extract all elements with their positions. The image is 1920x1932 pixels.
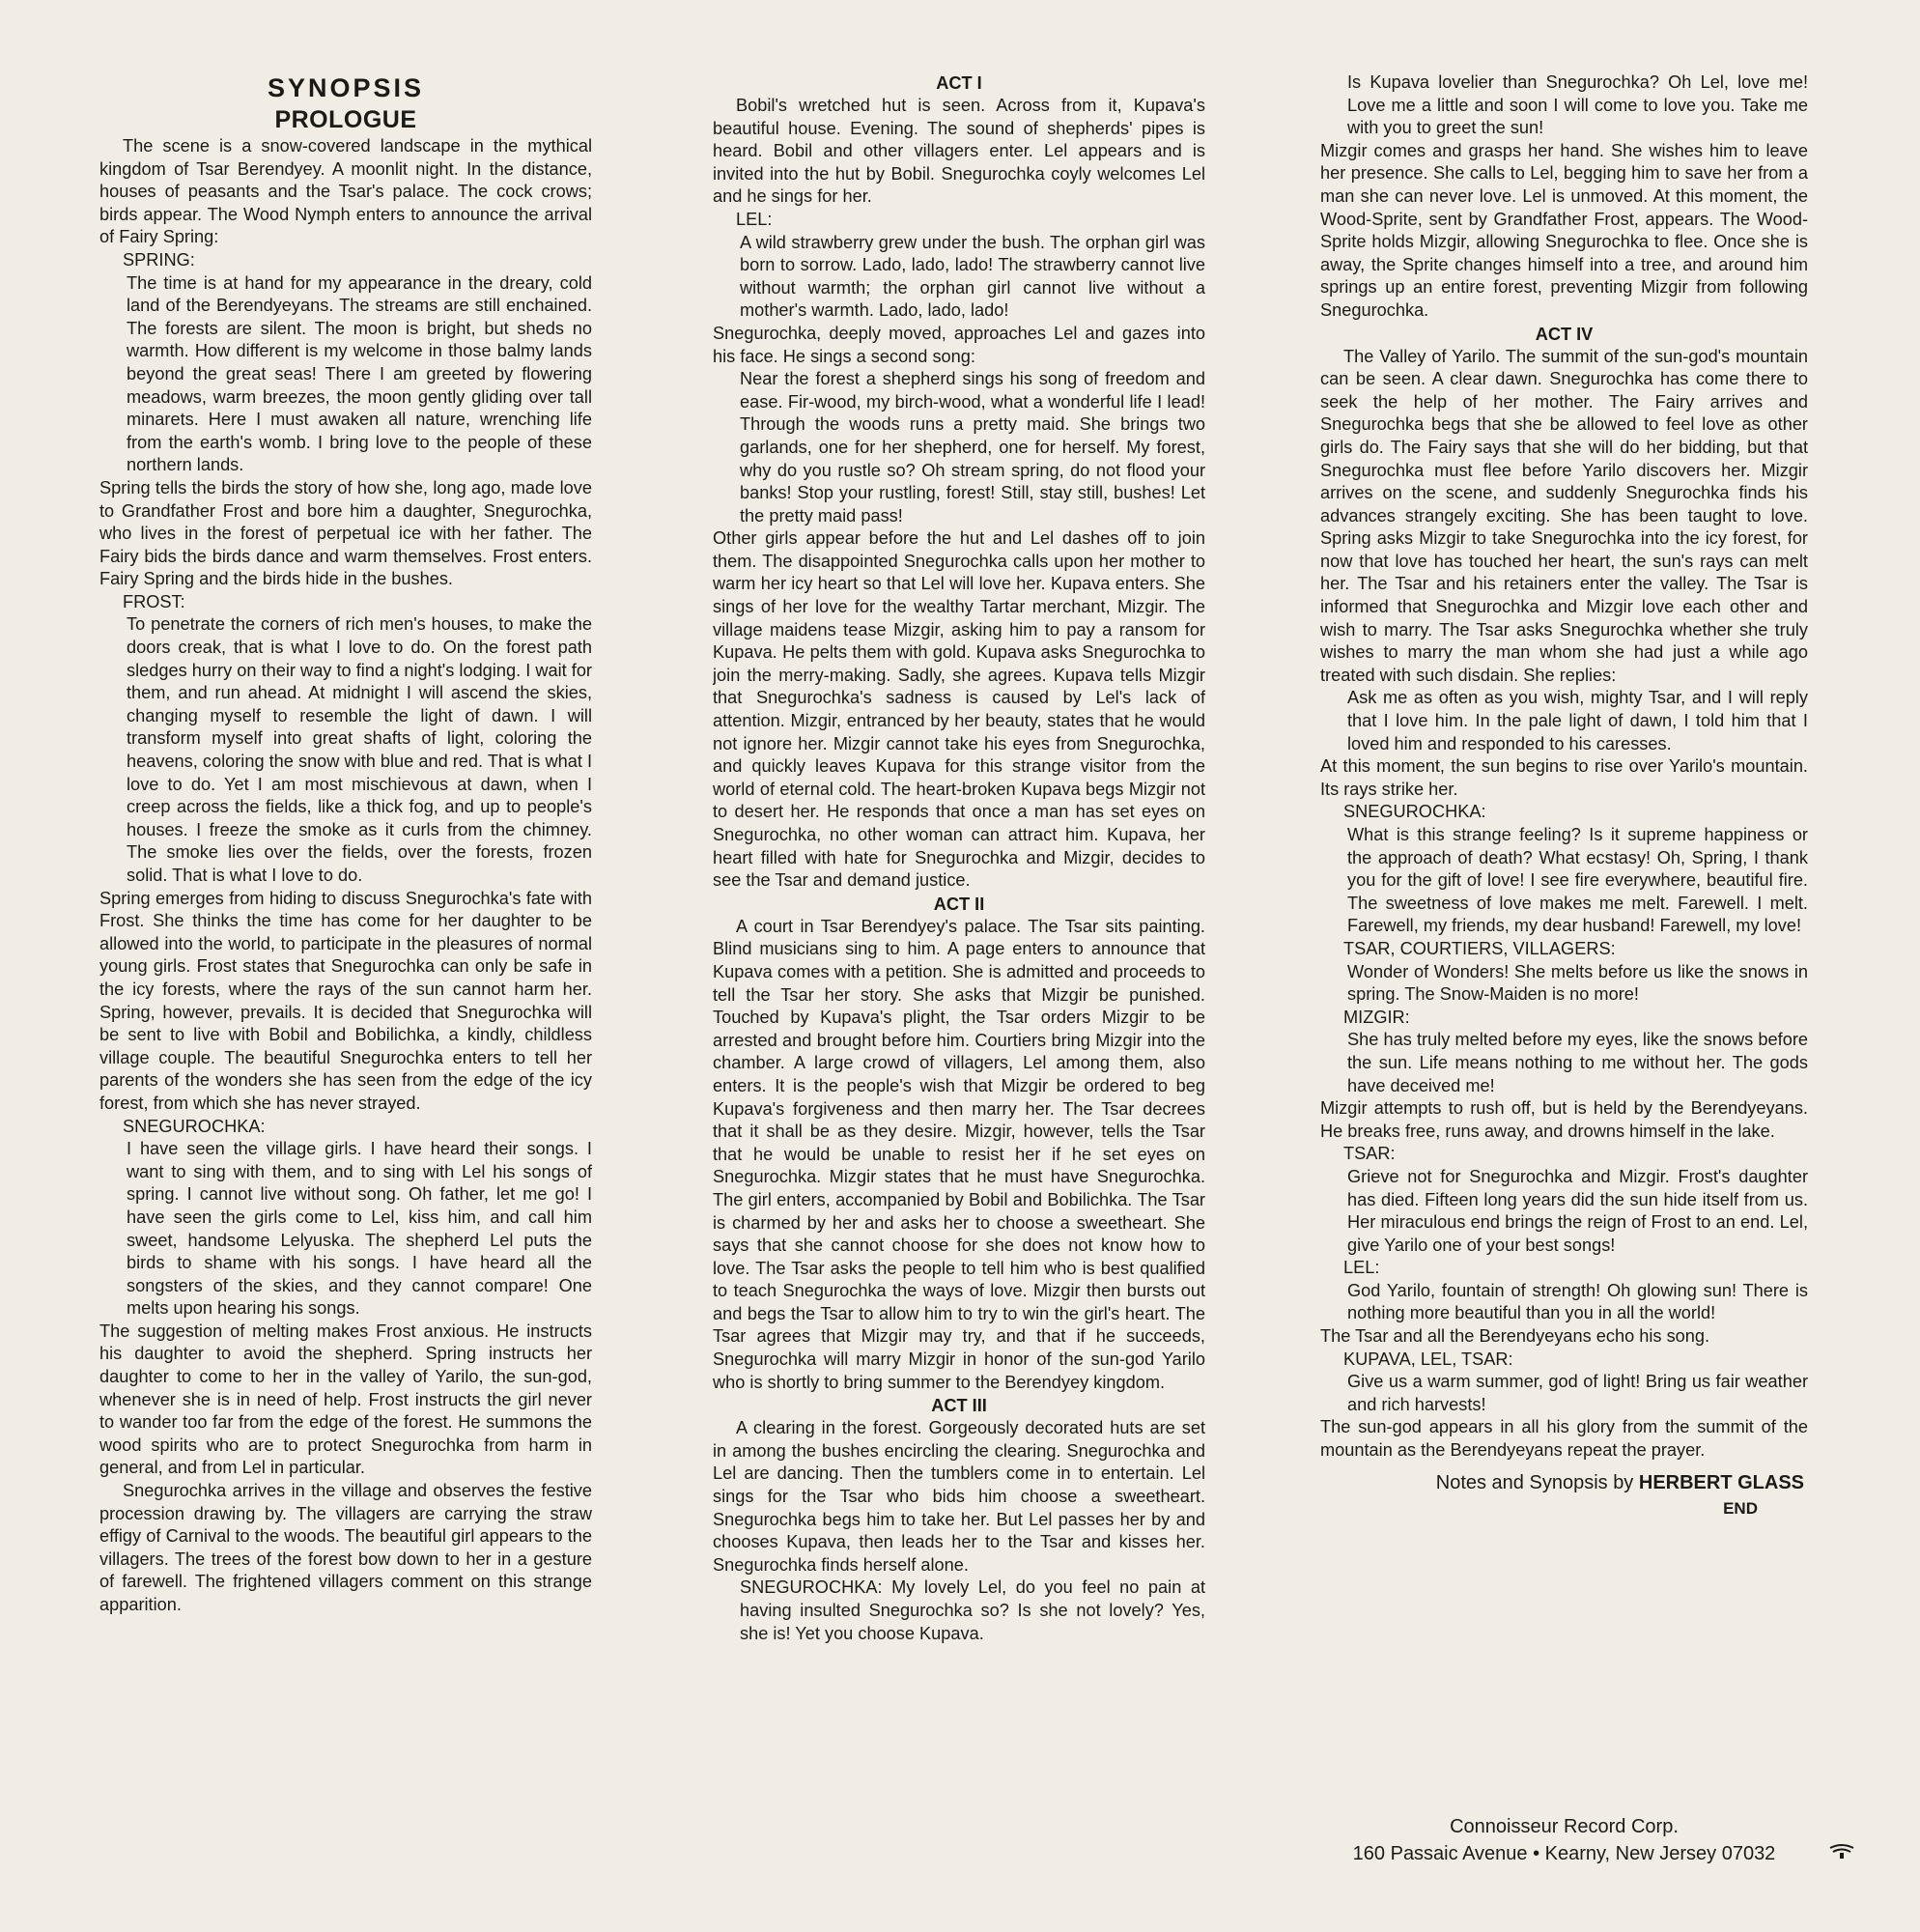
speaker-label: LEL:: [736, 209, 773, 229]
speaker-label: MIZGIR:: [1343, 1007, 1410, 1027]
synopsis-title: SYNOPSIS: [267, 73, 425, 102]
act-3-heading: ACT III: [931, 1396, 987, 1416]
act-3-body-col3: [1320, 71, 1808, 323]
act-2-body: [713, 916, 1205, 1394]
paragraph: Spring emerges from hiding to discuss Snegurochka's fate with Frost. She thinks the time has come for her daughter to be allowed into the world, to participate in the pleasures of normal young girls. Frost states that Snegurochka can only be safe in the icy forests, where the rays of the sun cannot harm her. Spring, however, prevails. It is decided that Snegurochka will be sent to live with Bobil and Bobilichka, a kindly, childless village couple. The beautiful Snegurochka enters to tell her parents of the wonders she has seen from the edge of the icy forest, from which she has never strayed.: [99, 888, 592, 1113]
speaker-label: KUPAVA, LEL, TSAR:: [1343, 1349, 1513, 1369]
sung-text: To penetrate the corners of rich men's houses, to make the doors creak, that is what I love to do. On the forest path sledges hurry on their way to find a night's lodging. I wait for them, and run ahead. At midnight I will ascend the skies, changing myself to resemble the light of dawn. I will transform myself into great shafts of light, coloring the heavens, coloring the snow with blue and red. That is what I love to do. Yet I am most mischievous at dawn, when I creep across the fields, like a thick fog, and up to people's houses. I freeze the smoke as it curls from the chimney. The smoke lies over the fields, over the forests, frozen solid. That is what I love to do.: [127, 614, 592, 885]
sung-text: Give us a warm summer, god of light! Bring us fair weather and rich harvests!: [1347, 1372, 1808, 1414]
speaker-label: SPRING:: [123, 249, 195, 270]
act-1-heading: ACT I: [936, 73, 982, 93]
publisher-address: 160 Passaic Avenue • Kearny, New Jersey 07032: [1352, 1843, 1776, 1864]
column-2: [713, 71, 1205, 1645]
speaker-label: TSAR:: [1343, 1144, 1396, 1164]
act-2-heading: ACT II: [933, 894, 985, 914]
credit-author: HERBERT GLASS: [1638, 1471, 1804, 1493]
paragraph: A clearing in the forest. Gorgeously decorated huts are set in among the bushes encircling the clearing. Snegurochka and Lel are dancing. Then the tumblers come in to entertain. Lel sings for the Tsar who bids him choose a sweetheart. Snegurochka begs him to take her. But Lel passes her by and chooses Kupava, then leads her to the Tsar and kisses her. Snegurochka finds herself alone.: [713, 1418, 1205, 1575]
sung-text: What is this strange feeling? Is it supreme happiness or the approach of death? What ecstasy! Oh, Spring, I thank you for the gift of love! I see fire everywhere, beautiful fire. The sweetness of love makes me melt. Farewell. I melt. Farewell, my friends, my dear husband! Farewell, my love!: [1347, 825, 1808, 936]
sung-text: She has truly melted before my eyes, like the snows before the sun. Life means nothing to me without her. The gods have deceived me!: [1347, 1030, 1808, 1095]
paragraph: Snegurochka arrives in the village and observes the festive procession drawing by. The villagers are carrying the straw effigy of Carnival to the woods. The beautiful girl appears to the villagers. The trees of the forest bow down to her in a gesture of farewell. The frightened villagers comment on this strange apparition.: [99, 1481, 592, 1614]
speaker-label: SNEGUROCHKA:: [123, 1116, 266, 1136]
sung-text: Is Kupava lovelier than Snegurochka? Oh Lel, love me! Love me a little and soon I will come to love you. Take me with you to greet the sun!: [1347, 72, 1808, 138]
paragraph: A court in Tsar Berendyey's palace. The Tsar sits painting. Blind musicians sing to him. A page enters to announce that Kupava comes with a petition. She is admitted and proceeds to tell the Tsar her story. She asks that Mizgir be punished. Touched by Kupava's plight, the Tsar orders Mizgir to be arrested and brought before him. Courtiers bring Mizgir into the chamber. A large crowd of villagers, Lel among them, also enters. It is the people's wish that Mizgir be ordered to beg Kupava's forgiveness and then marry her. The Tsar decrees that it shall be as they desire. Mizgir, however, tells the Tsar that he would be unable to resist her if he set eyes on Snegurochka. Mizgir states that he must have Snegurochka. The girl enters, accompanied by Bobil and Bobilichka. The Tsar is charmed by her and asks her to choose a sweetheart. She says that she cannot choose for she does not know how to love. The Tsar asks the people to tell him who is best qualified to teach Snegurochka the ways of love. Mizgir then bursts out and begs the Tsar to allow him to try to win the girl's heart. The Tsar agrees that Mizgir may try, and that if he succeeds, Snegurochka will marry Mizgir in honor of the sun-god Yarilo who is shortly to bring summer to the Berendyey kingdom.: [713, 916, 1205, 1392]
paragraph: Mizgir attempts to rush off, but is held by the Berendyeyans. He breaks free, runs away, and drowns himself in the lake.: [1320, 1098, 1808, 1141]
paragraph: At this moment, the sun begins to rise over Yarilo's mountain. Its rays strike her.: [1320, 756, 1808, 799]
publisher-name: Connoisseur Record Corp.: [1450, 1816, 1679, 1837]
sung-text: I have seen the village girls. I have heard their songs. I want to sing with them, and to sing with Lel his songs of spring. I cannot live without song. Oh father, let me go! I have seen the girls come to Lel, kiss him, and call him sweet, handsome Lelyuska. The shepherd Lel puts the birds to shame with his songs. I have heard all the songsters of the skies, and they cannot compare! One melts upon hearing his songs.: [127, 1139, 592, 1319]
sung-text: Wonder of Wonders! She melts before us like the snows in spring. The Snow-Maiden is no more!: [1347, 961, 1808, 1005]
paragraph: The Valley of Yarilo. The summit of the sun-god's mountain can be seen. A clear dawn. Snegurochka has come there to seek the help of her mother. The Fairy arrives and Snegurochka begs that she be allowed to feel love as other girls do. The Fairy says that she will do her bidding, but that Snegurochka must flee before Yarilo discovers her. Mizgir arrives on the scene, and suddenly Snegurochka finds his advances strangely exciting. She has been taught to love. Spring asks Mizgir to take Snegurochka into the icy forest, for now that love has touched her heart, the sun's rays can melt her. The Tsar and his retainers enter the valley. The Tsar is informed that Snegurochka and Mizgir love each other and wish to marry. The Tsar asks Snegurochka whether she truly wishes to marry the man whom she had just a while ago treated with such disdain. She replies:: [1320, 346, 1808, 685]
act-4-body: [1320, 346, 1808, 1463]
column-3: [1320, 71, 1808, 1520]
paragraph: Mizgir comes and grasps her hand. She wishes him to leave her presence. She calls to Lel, begging him to save her from a man she can never love. Lel is unmoved. At this moment, the Wood-Sprite, sent by Grandfather Frost, appears. The Wood-Sprite holds Mizgir, allowing Snegurochka to flee. Once she is away, the Sprite changes himself into a tree, and around him springs up an entire forest, preventing Mizgir from following Snegurochka.: [1320, 140, 1808, 320]
paragraph: The scene is a snow-covered landscape in the mythical kingdom of Tsar Berendyey. A moonlit night. In the distance, houses of peasants and the Tsar's palace. The cock crows; birds appear. The Wood Nymph enters to announce the arrival of Fairy Spring:: [99, 136, 592, 247]
paragraph: Other girls appear before the hut and Lel dashes off to join them. The disappointed Snegurochka calls upon her mother to warm her icy heart so that Lel will love her. Kupava enters. She sings of her love for the wealthy Tartar merchant, Mizgir. The village maidens tease Mizgir, asking him to pay a ransom for Kupava. He pelts them with gold. Kupava asks Snegurochka to join the merry-making. Sadly, she agrees. Kupava tells Mizgir that Snegurochka's sadness is caused by Lel's lack of attention. Mizgir, entranced by her beauty, states that he would not ignore her. Mizgir cannot take his eyes from Snegurochka, and quickly leaves Kupava for this strange visitor from the world of eternal cold. The heart-broken Kupava begs Mizgir not to desert her. He responds that once a man has set eyes on Snegurochka, no other woman can attract him. Kupava, her heart filled with hate for Snegurochka and Mizgir, decides to see the Tsar and demand justice.: [713, 528, 1205, 891]
prologue-body: [99, 135, 592, 1617]
credit-line: [1320, 1470, 1808, 1495]
paragraph: The sun-god appears in all his glory from the summit of the mountain as the Berendyeyans repeat the prayer.: [1320, 1417, 1808, 1461]
speaker-label: SNEGUROCHKA:: [1343, 802, 1486, 822]
sung-text: Ask me as often as you wish, mighty Tsar, and I will reply that I love him. In the pale light of dawn, I told him that I loved him and responded to his caresses.: [1347, 688, 1808, 753]
sung-text: God Yarilo, fountain of strength! Oh glowing sun! There is nothing more beautiful than you in all the world!: [1347, 1280, 1808, 1323]
sung-text: Near the forest a shepherd sings his song of freedom and ease. Fir-wood, my birch-wood, what a wonderful life I lead! Through the woods runs a pretty maid. She brings two garlands, one for her shepherd, one for herself. My forest, why do you rustle so? Oh stream spring, do not flood your banks! Stop your rustling, forest! Still, stay still, bushes! Let the pretty maid pass!: [740, 369, 1205, 526]
sung-text: A wild strawberry grew under the bush. The orphan girl was born to sorrow. Lado, lado, lado! The strawberry cannot live without warmth; the orphan girl cannot live without a mother's warmth. Lado, lado, lado!: [740, 232, 1205, 321]
prologue-heading: PROLOGUE: [274, 106, 417, 133]
sung-text: SNEGUROCHKA: My lovely Lel, do you feel no pain at having insulted Snegurochka so? Is she not lovely? Yes, she is! Yet you choose Kupava.: [740, 1577, 1205, 1643]
act-4-heading: ACT IV: [1535, 324, 1594, 344]
credit-prefix: Notes and Synopsis by: [1435, 1471, 1634, 1493]
speaker-label: FROST:: [123, 591, 185, 611]
sung-text: The time is at hand for my appearance in the dreary, cold land of the Berendyeyans. The streams are still enchained. The forests are silent. The moon is bright, but sheds no warmth. How different is my welcome in those balmy lands beyond the great seas! There I am greeted by flowering meadows, warm breezes, the moon gently gliding over tall minarets. Here I must awaken all nature, wrenching life from the earth's womb. I bring love to the people of these northern lands.: [127, 272, 592, 475]
paragraph: The suggestion of melting makes Frost anxious. He instructs his daughter to avoid the shepherd. Spring instructs her daughter to come to her in the valley of Yarilo, the sun-god, whenever she is in need of help. Frost instructs the girl never to wander too far from the edge of the forest. He summons the wood spirits who are to protect Snegurochka from harm in general, and from Lel in particular.: [99, 1321, 592, 1478]
paragraph: Snegurochka, deeply moved, approaches Lel and gazes into his face. He sings a second song:: [713, 323, 1205, 366]
paragraph: Spring tells the birds the story of how she, long ago, made love to Grandfather Frost and bore him a daughter, Snegurochka, who lives in the forest of perpetual ice with her father. The Fairy bids the birds dance and warm themselves. Frost enters. Fairy Spring and the birds hide in the bushes.: [99, 477, 592, 589]
act-1-body: [713, 95, 1205, 893]
paragraph: The Tsar and all the Berendyeyans echo his song.: [1320, 1326, 1710, 1347]
column-1: [99, 71, 592, 1617]
end-marker: END: [1723, 1498, 1758, 1518]
act-3-body-col2: [713, 1417, 1205, 1645]
label-logo-icon: [1828, 1842, 1855, 1860]
paragraph: Bobil's wretched hut is seen. Across from it, Kupava's beautiful house. Evening. The sound of shepherds' pipes is heard. Bobil and other villagers enter. Lel appears and is invited into the hut by Bobil. Snegurochka coyly welcomes Lel and he sings for her.: [713, 96, 1205, 207]
speaker-label: LEL:: [1343, 1258, 1380, 1278]
speaker-label: TSAR, COURTIERS, VILLAGERS:: [1343, 938, 1616, 958]
sung-text: Grieve not for Snegurochka and Mizgir. Frost's daughter has died. Fifteen long years did the sun hide itself from us. Her miraculous end brings the reign of Frost to an end. Lel, give Yarilo one of your best songs!: [1347, 1166, 1808, 1255]
